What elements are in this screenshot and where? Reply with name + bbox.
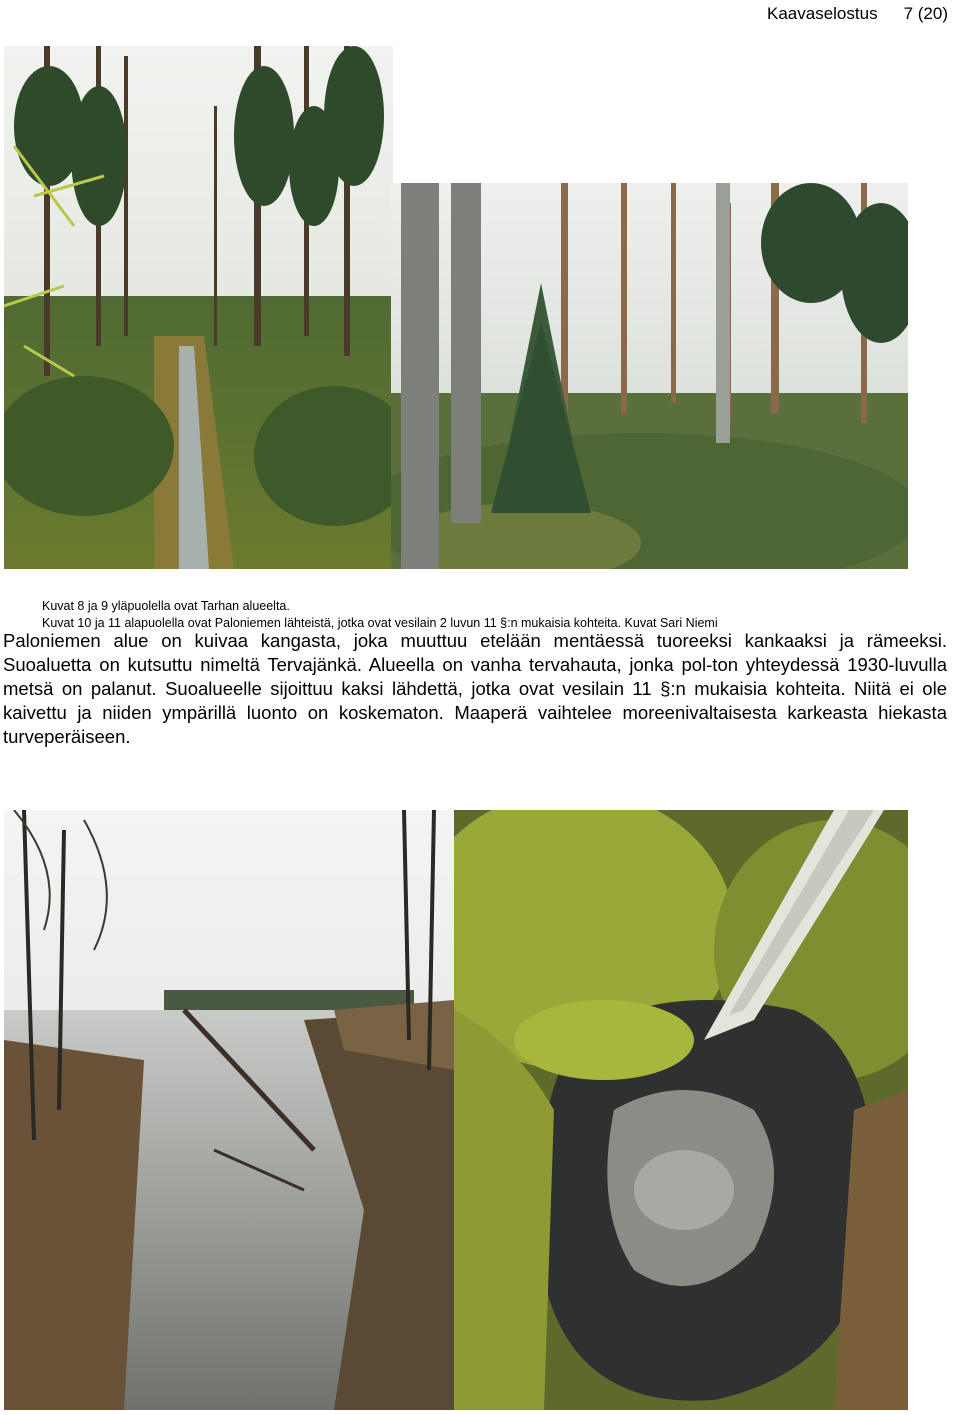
page-header [767,4,948,24]
body-paragraph: Paloniemen alue on kuivaa kangasta, joka muuttuu etelään mentäessä tuoreeksi kankaaksi ja rämeeksi. Suoaluetta on kutsuttu nimeltä Tervajänkä. Alueella on vanha tervahauta, jonka pol-ton yhteydessä 1930-luvulla metsä on palanut. Suoalueelle sijoittuu kaksi lähdettä, jotka ovat vesilain 11 §:n mukaisia kohteita. Niitä ei ole kaivettu ja niiden ympärillä luonto on koskematon. Maaperä vaihtelee moreenivaltaisesta karkeasta hiekasta turveperäiseen. [3,630,947,747]
caption-line-2: Kuvat 10 ja 11 alapuolella ovat Paloniemen lähteistä, jotka ovat vesilain 2 luvun 11 §:n mukaisia kohteita. Kuvat Sari Niemi [42,616,718,630]
caption-line-1: Kuvat 8 ja 9 yläpuolella ovat Tarhan alueelta. [42,599,290,613]
lake-shore-photo [4,810,454,1410]
photo-caption [42,598,942,632]
page-number: 7 (20) [903,4,948,23]
forest-ditch-photo [4,46,393,569]
pine-forest-photo [391,183,908,569]
spring-pool-photo [454,810,908,1410]
document-title: Kaavaselostus [767,4,878,23]
